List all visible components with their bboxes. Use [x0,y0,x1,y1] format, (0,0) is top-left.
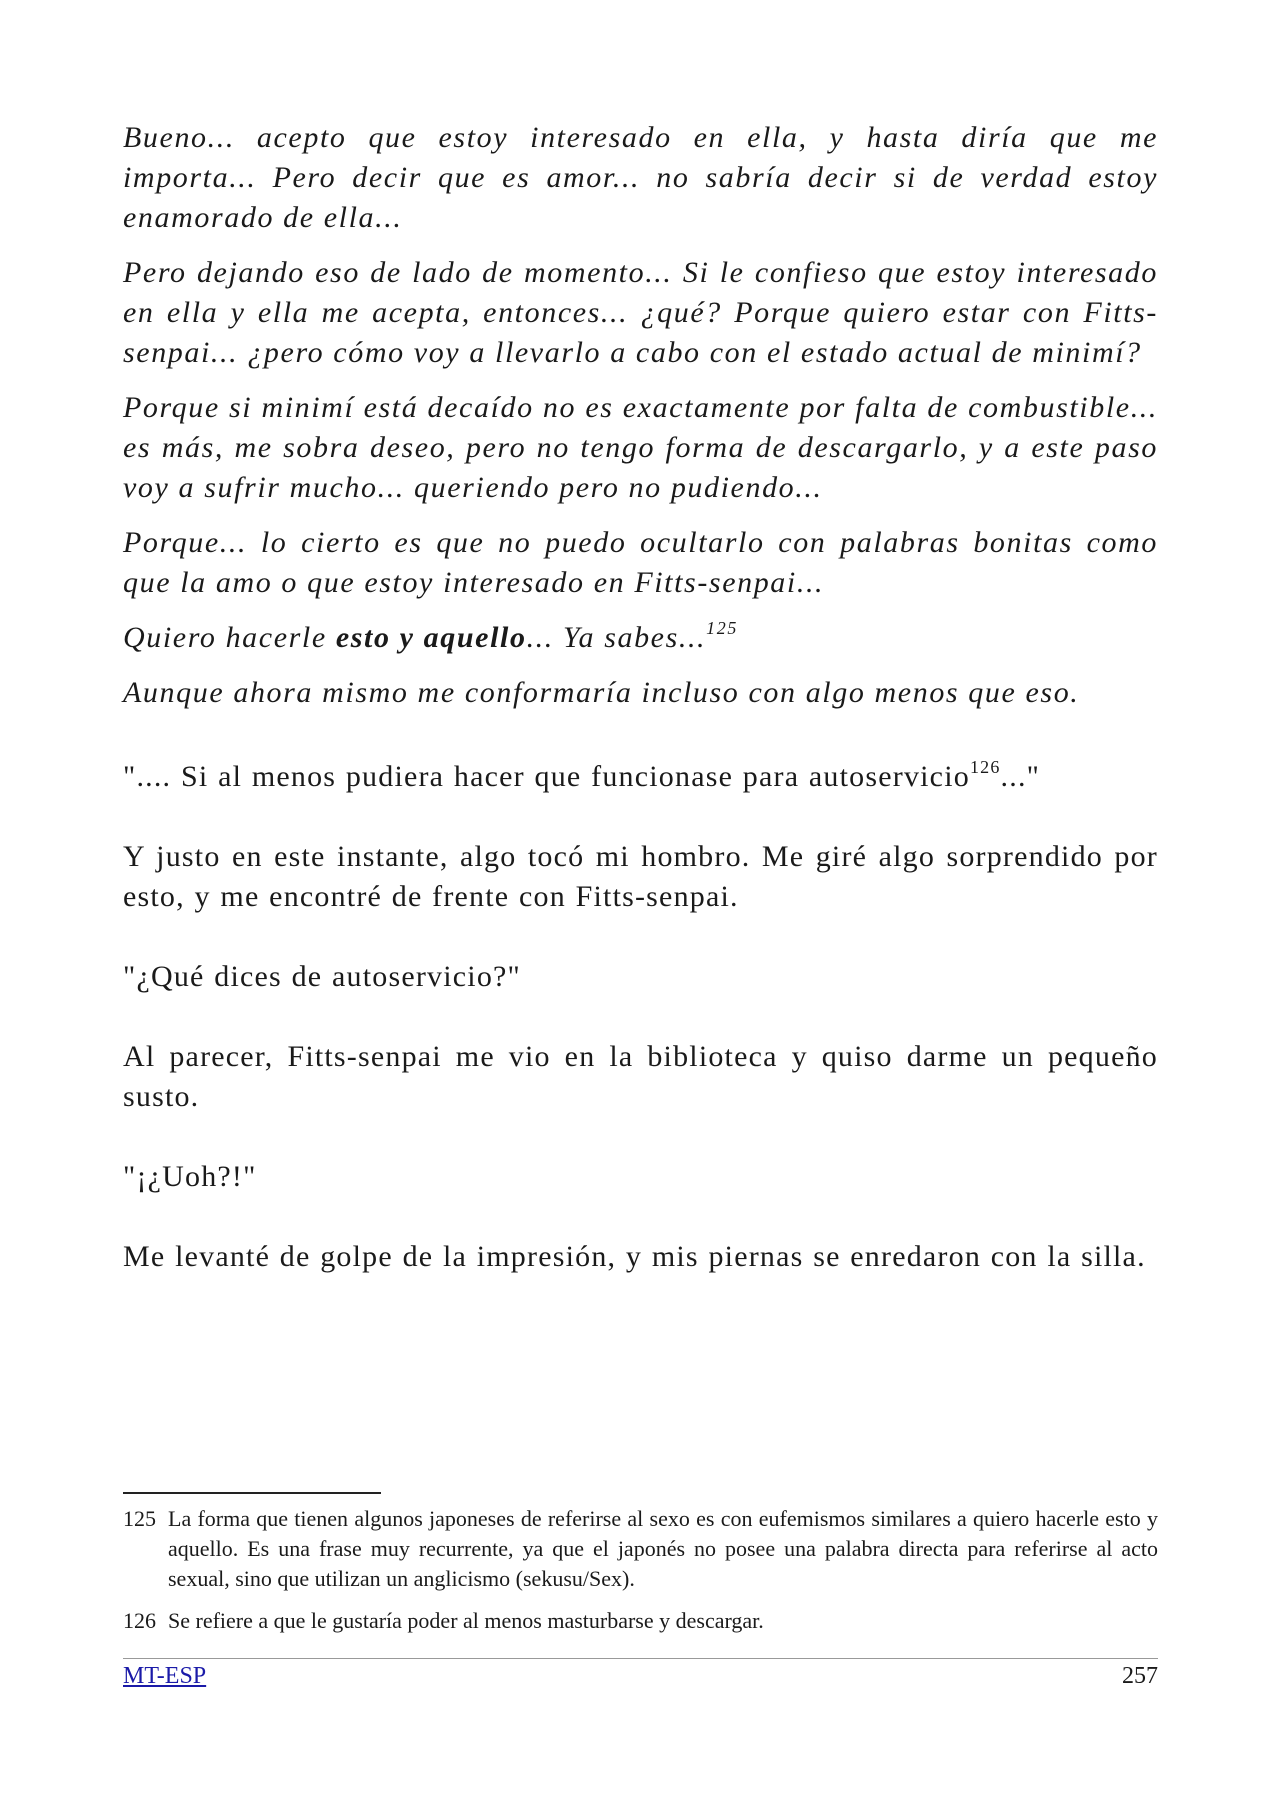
paragraph-9: "¿Qué dices de autoservicio?" [123,960,521,993]
footer-brand-link[interactable]: MT-ESP [123,1663,207,1689]
footnote-ref-125[interactable]: 125 [706,618,738,638]
paragraph-5 [123,618,1158,658]
footnote-text: La forma que tienen algunos japoneses de referirse al sexo es con eufemismos similares a quiero hacerle esto y aquello. Es una frase muy recurrente, ya que el japonés no posee una palabra directa para referirse al acto sexual, sino que utilizan un anglicismo (sekusu/Sex). [168,1506,1158,1591]
paragraph-5-text-a: Quiero hacerle [123,621,336,654]
footnote-126 [123,1606,1158,1636]
footnote-number: 125 [123,1506,156,1531]
footnotes-section [123,1492,1158,1648]
paragraph-7-text-b: ..." [1000,760,1041,793]
paragraph-8: Y justo en este instante, algo tocó mi hombro. Me giré algo sorprendido por esto, y me encontré de frente con Fitts-senpai. [123,840,1158,913]
paragraph-11: "¡¿Uoh?!" [123,1160,257,1193]
paragraph-2: Pero dejando eso de lado de momento... Si le confieso que estoy interesado en ella y ella me acepta, entonces... ¿qué? Porque quiero estar con Fitts-senpai... ¿pero cómo voy a llevarlo a cabo con el estado actual de minimí? [123,256,1158,369]
footnote-separator [123,1492,381,1494]
page-footer [123,1658,1158,1690]
paragraph-12: Me levanté de golpe de la impresión, y mis piernas se enredaron con la silla. [123,1240,1146,1273]
paragraph-7 [123,757,1158,797]
footnote-125 [123,1504,1158,1594]
paragraph-6: Aunque ahora mismo me conformaría incluso con algo menos que eso. [123,676,1080,709]
footnote-text: Se refiere a que le gustaría poder al menos masturbarse y descargar. [168,1608,764,1633]
paragraph-10: Al parecer, Fitts-senpai me vio en la biblioteca y quiso darme un pequeño susto. [123,1040,1158,1113]
footnote-number: 126 [123,1608,156,1633]
paragraph-4: Porque... lo cierto es que no puedo ocultarlo con palabras bonitas como que la amo o que estoy interesado en Fitts-senpai... [123,526,1158,599]
paragraph-7-text-a: ".... Si al menos pudiera hacer que funcionase para autoservicio [123,760,970,793]
footnote-ref-126[interactable]: 126 [969,757,1001,777]
page-number: 257 [1122,1663,1158,1689]
paragraph-5-text-b: ... Ya sabes... [526,621,707,654]
page-body [123,118,1158,1292]
paragraph-1: Bueno... acepto que estoy interesado en ella, y hasta diría que me importa... Pero decir que es amor... no sabría decir si de verdad estoy enamorado de ella... [123,121,1158,234]
paragraph-3: Porque si minimí está decaído no es exactamente por falta de combustible... es más, me sobra deseo, pero no tengo forma de descargarlo, y a este paso voy a sufrir mucho... queriendo pero no pudiendo... [123,391,1158,504]
paragraph-5-bold: esto y aquello [335,621,527,654]
